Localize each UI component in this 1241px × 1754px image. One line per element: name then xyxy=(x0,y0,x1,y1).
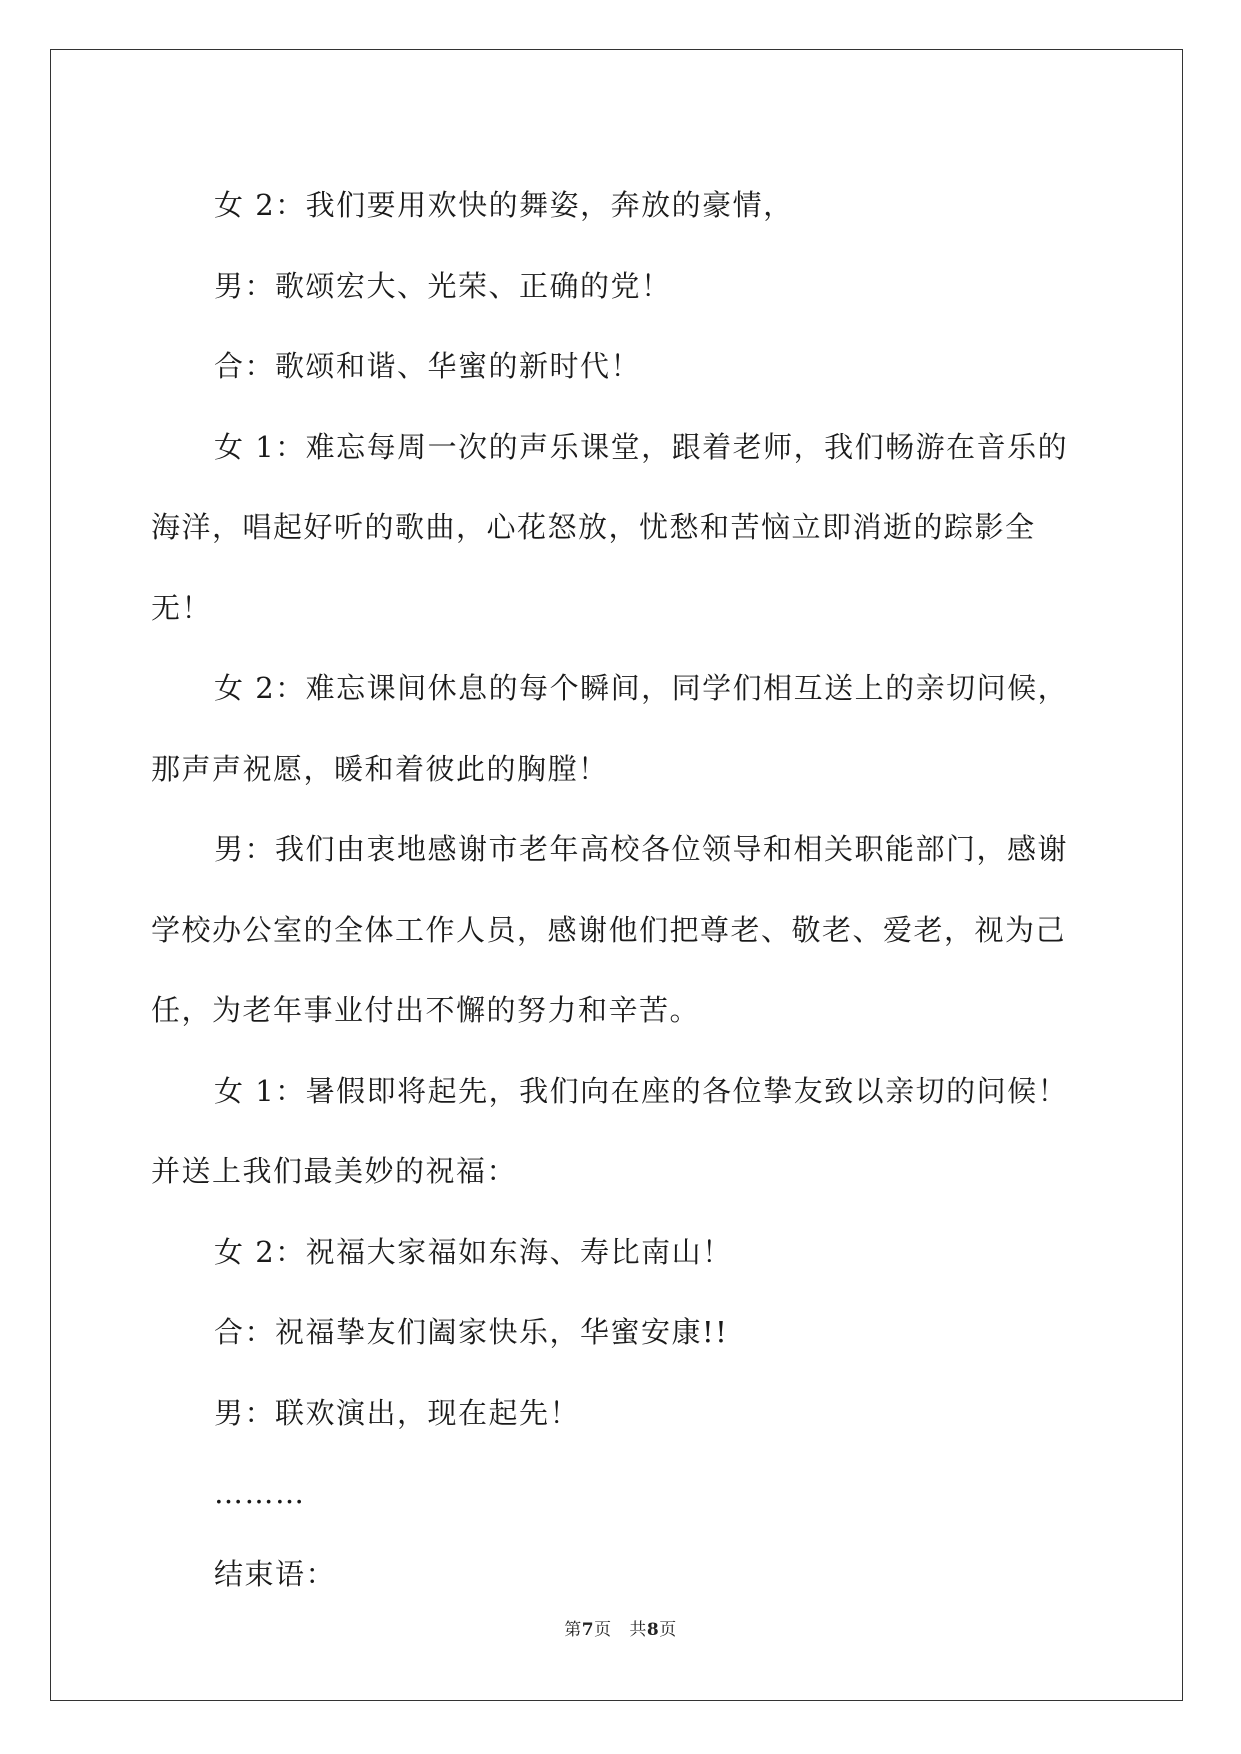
footer-total-pages: 8 xyxy=(646,1620,660,1640)
paragraph: ……… xyxy=(214,1476,306,1510)
paragraph: 女 2：祝福大家福如东海、寿比南山！ xyxy=(214,1234,733,1269)
footer-page-number: 7 xyxy=(581,1620,595,1640)
document-body xyxy=(151,165,1091,1614)
footer-prefix: 第 xyxy=(564,1620,582,1640)
paragraph: 男：联欢演出，现在起先！ xyxy=(214,1395,581,1430)
paragraph: 结束语： xyxy=(214,1556,337,1591)
paragraph: 女 1：难忘每周一次的声乐课堂，跟着老师，我们畅游在音乐的海洋，唱起好听的歌曲，心花怒放，忧愁和苦恼立即消逝的踪影全无！ xyxy=(151,429,1069,625)
page-footer xyxy=(0,1615,1241,1640)
paragraph: 女 1：暑假即将起先，我们向在座的各位挚友致以亲切的问候！并送上我们最美妙的祝福： xyxy=(151,1073,1069,1188)
paragraph: 合：祝福挚友们阖家快乐，华蜜安康!! xyxy=(214,1315,729,1349)
paragraph: 男：歌颂宏大、光荣、正确的党！ xyxy=(214,268,672,303)
footer-page-suffix: 页 xyxy=(594,1620,612,1640)
paragraph: 合：歌颂和谐、华蜜的新时代！ xyxy=(214,349,642,383)
footer-total-suffix: 页 xyxy=(659,1620,677,1640)
paragraph: 女 2：我们要用欢快的舞姿，奔放的豪情， xyxy=(214,188,794,222)
paragraph: 女 2：难忘课间休息的每个瞬间，同学们相互送上的亲切问候，那声声祝愿，暖和着彼此的胸膛！ xyxy=(151,671,1069,786)
footer-total-prefix: 共 xyxy=(629,1620,647,1640)
paragraph: 男：我们由衷地感谢市老年高校各位领导和相关职能部门，感谢学校办公室的全体工作人员，感谢他们把尊老、敬老、爱老，视为己任，为老年事业付出不懈的努力和辛苦。 xyxy=(151,832,1069,1027)
